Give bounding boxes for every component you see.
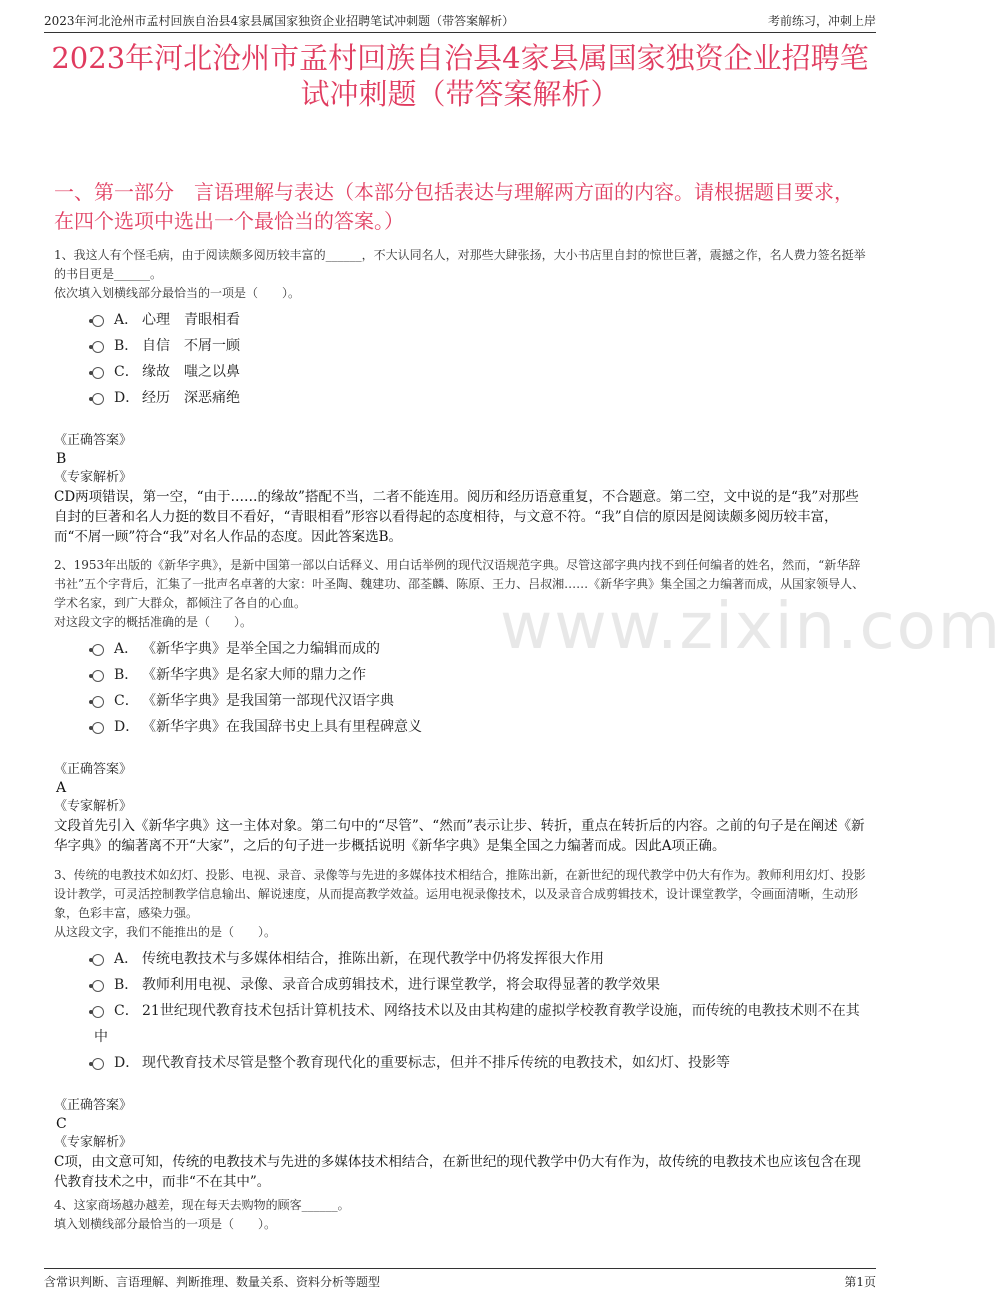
option-text: 经历 深恶痛绝	[142, 390, 240, 406]
header-slogan: 考前练习，冲刺上岸	[767, 14, 876, 28]
option-a[interactable]	[54, 307, 866, 333]
option-text: 《新华字典》是举全国之力编辑而成的	[142, 641, 380, 657]
question-text: 2、1953年出版的《新华字典》，是新中国第一部以白话释义、用白话举例的现代汉语规范字典。尽管这部字典内找不到任何编者的姓名，然而，“新华辞书社”五个字背后，汇集了一批声名卓著的大家：叶圣陶、魏建功、邵荃麟、陈原、王力、吕叔湘……《新华字典》集全国之力编著而成，从国家领导人、学术名家，到广大群众，都倾注了各自的心血。	[54, 558, 865, 610]
page-title: 2023年河北沧州市孟村回族自治县4家县属国家独资企业招聘笔试冲刺题（带答案解析）	[51, 41, 869, 111]
radio-icon[interactable]	[92, 722, 104, 734]
option-text: 《新华字典》是名家大师的鼎力之作	[142, 667, 366, 683]
analysis-label: 《专家解析》	[54, 1135, 133, 1150]
option-text: 心理 青眼相看	[142, 312, 240, 328]
question-prompt: 对这段文字的概括准确的是（ ）。	[54, 615, 253, 629]
option-b[interactable]	[54, 333, 866, 359]
question-1	[54, 246, 866, 547]
option-c[interactable]	[54, 688, 866, 714]
option-d[interactable]	[54, 1050, 866, 1076]
answer-label: 《正确答案》	[54, 1098, 133, 1113]
question-prompt: 从这段文字，我们不能推出的是（ ）。	[54, 925, 277, 939]
option-letter: A．	[114, 641, 139, 657]
answer-value: A	[56, 780, 67, 796]
option-b[interactable]	[54, 662, 866, 688]
option-letter: B．	[114, 977, 139, 993]
radio-icon[interactable]	[92, 315, 104, 327]
option-text: 缘故 嗤之以鼻	[142, 364, 240, 380]
option-a[interactable]	[54, 946, 866, 972]
radio-icon[interactable]	[92, 341, 104, 353]
radio-icon[interactable]	[92, 393, 104, 405]
analysis-label: 《专家解析》	[54, 470, 133, 485]
option-text: 21世纪现代教育技术包括计算机技术、网络技术以及由其构建的虚拟学校教育教学设施，而传统的电教技术则不在其中	[94, 1003, 860, 1045]
question-3	[54, 866, 866, 1192]
option-letter: A．	[114, 312, 139, 328]
radio-icon[interactable]	[92, 696, 104, 708]
page-number: 第1页	[844, 1275, 876, 1289]
radio-icon[interactable]	[92, 1058, 104, 1070]
answer-value: B	[56, 451, 67, 467]
option-text: 《新华字典》是我国第一部现代汉语字典	[142, 693, 394, 709]
option-letter: B．	[114, 338, 139, 354]
option-text: 《新华字典》在我国辞书史上具有里程碑意义	[142, 719, 422, 735]
answer-label: 《正确答案》	[54, 433, 133, 448]
option-letter: D．	[114, 719, 140, 735]
question-2	[54, 556, 866, 856]
radio-icon[interactable]	[92, 980, 104, 992]
option-text: 教师利用电视、录像、录音合成剪辑技术，进行课堂教学，将会取得显著的教学效果	[142, 977, 660, 993]
option-b[interactable]	[54, 972, 866, 998]
analysis-text: 文段首先引入《新华字典》这一主体对象。第二句中的“尽管”、“然而”表示让步、转折，重点在转折后的内容。之前的句子是在阐述《新华字典》的编著离不开“大家”，之后的句子进一步概括说明《新华字典》是集全国之力编著而成。因此A项正确。	[54, 818, 865, 854]
radio-icon[interactable]	[92, 644, 104, 656]
footer-note: 含常识判断、言语理解、判断推理、数量关系、资料分析等题型	[44, 1275, 381, 1289]
option-letter: B．	[114, 667, 139, 683]
option-d[interactable]	[54, 385, 866, 411]
watermark: www.zixin.com	[500, 590, 1002, 664]
option-c[interactable]	[54, 359, 866, 385]
option-letter: C．	[114, 364, 139, 380]
option-letter: C．	[114, 693, 139, 709]
question-text: 3、传统的电教技术如幻灯、投影、电视、录音、录像等与先进的多媒体技术相结合，推陈出新，在新世纪的现代教学中仍大有作为。教师利用幻灯、投影设计教学，可灵活控制教学信息输出、解说速度，从而提高教学效益。运用电视录像技术，以及录音合成剪辑技术，设计课堂教学，令画面清晰，生动形象，色彩丰富，感染力强。	[54, 868, 866, 920]
analysis-text: C项，由文意可知，传统的电教技术与先进的多媒体技术相结合，在新世纪的现代教学中仍大有作为，故传统的电教技术也应该包含在现代教育技术之中，而非“不在其中”。	[54, 1154, 861, 1190]
question-4	[54, 1196, 866, 1234]
radio-icon[interactable]	[92, 670, 104, 682]
answer-label: 《正确答案》	[54, 762, 133, 777]
option-text: 自信 不屑一顾	[142, 338, 240, 354]
page-footer	[44, 1268, 876, 1291]
analysis-label: 《专家解析》	[54, 799, 133, 814]
radio-icon[interactable]	[92, 954, 104, 966]
option-d[interactable]	[54, 714, 866, 740]
option-letter: A．	[114, 951, 139, 967]
option-a[interactable]	[54, 636, 866, 662]
radio-icon[interactable]	[92, 1006, 104, 1018]
question-text: 1、我这人有个怪毛病，由于阅读颇多阅历较丰富的______，不大认同名人，对那些大肆张扬，大小书店里自封的惊世巨著，震撼之作，名人费力签名挺举的书目更是______。	[54, 248, 866, 281]
question-prompt: 依次填入划横线部分最恰当的一项是（ ）。	[54, 286, 301, 300]
answer-value: C	[56, 1116, 67, 1132]
radio-icon[interactable]	[92, 367, 104, 379]
section-heading: 一、第一部分 言语理解与表达（本部分包括表达与理解两方面的内容。请根据题目要求，在四个选项中选出一个最恰当的答案。）	[54, 180, 854, 233]
option-c[interactable]	[54, 998, 866, 1050]
page-header	[44, 10, 876, 33]
question-text: 4、这家商场越办越差，现在每天去购物的顾客______。	[54, 1198, 350, 1212]
option-letter: C．	[114, 1003, 139, 1019]
option-letter: D．	[114, 390, 140, 406]
option-text: 现代教育技术尽管是整个教育现代化的重要标志，但并不排斥传统的电教技术，如幻灯、投影等	[142, 1055, 730, 1071]
option-letter: D．	[114, 1055, 140, 1071]
option-text: 传统电教技术与多媒体相结合，推陈出新，在现代教学中仍将发挥很大作用	[142, 951, 604, 967]
analysis-text: CD两项错误，第一空，“由于……的缘故”搭配不当，二者不能连用。阅历和经历语意重复，不合题意。第二空，文中说的是“我”对那些自封的巨著和名人力挺的数目不看好，“青眼相看”形容以看得起的态度相待，与文意不符。“我”自信的原因是阅读颇多阅历较丰富，而“不屑一顾”符合“我”对名人作品的态度。因此答案选B。	[54, 489, 859, 545]
question-prompt: 填入划横线部分最恰当的一项是（ ）。	[54, 1217, 277, 1231]
header-title: 2023年河北沧州市孟村回族自治县4家县属国家独资企业招聘笔试冲刺题（带答案解析）	[44, 14, 515, 28]
